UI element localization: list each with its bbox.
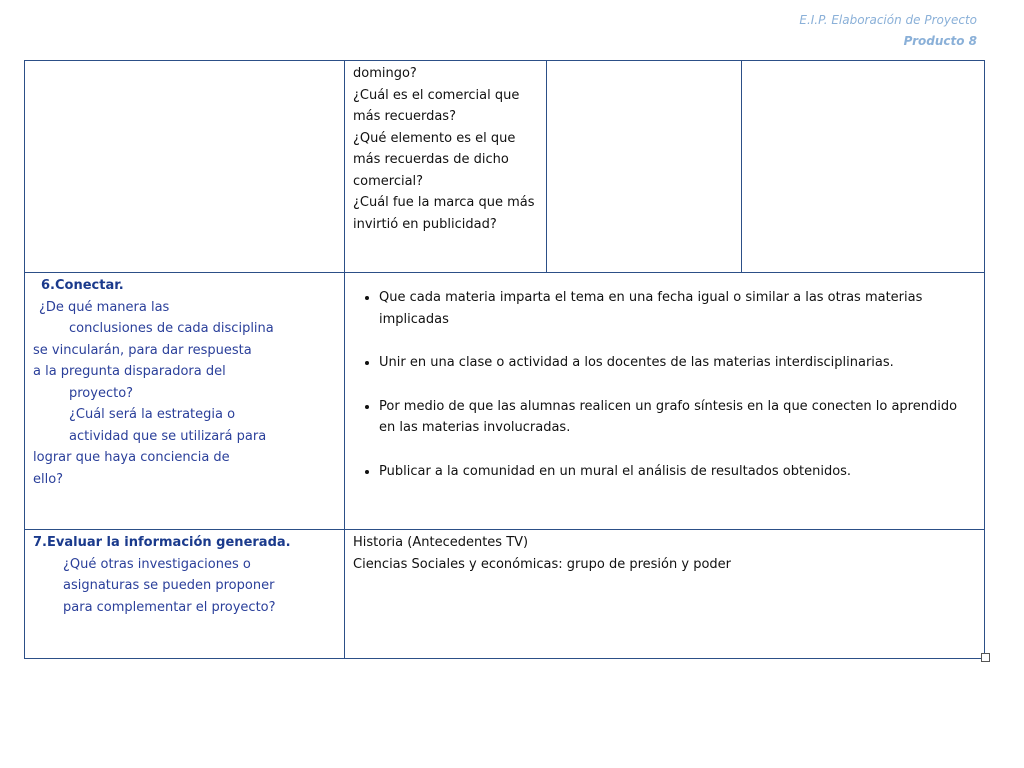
step-question-line: ¿De qué manera las: [39, 299, 170, 315]
step-question-line: ello?: [33, 471, 64, 487]
strategy-list: [353, 287, 976, 482]
table-row: [25, 530, 985, 659]
step-question-line: proyecto?: [69, 385, 134, 401]
header-product-label: Producto 8: [903, 34, 977, 48]
table-cell-empty: [547, 61, 742, 273]
step-title: 6.Conectar.: [41, 278, 124, 293]
step-label-cell: [25, 530, 345, 659]
table-row: [25, 61, 985, 273]
step-question-line: actividad que se utilizará para: [69, 428, 267, 444]
step-title: 7.Evaluar la información generada.: [33, 535, 291, 550]
question-text: ¿Cuál es el comercial que más recuerdas?: [353, 87, 520, 124]
step-answer-cell: [345, 273, 985, 530]
list-item: • Por medio de que las alumnas realicen un grafo síntesis en la que conecten lo aprendido en las materias involucradas.: [379, 396, 976, 439]
step-question-line: ¿Cuál será la estrategia o: [69, 407, 236, 422]
question-text: ¿Cuál fue la marca que más invirtió en publicidad?: [353, 195, 535, 232]
page-header: [799, 10, 977, 52]
step-question-line: conclusiones de cada disciplina: [69, 321, 274, 336]
header-project-title: E.I.P. Elaboración de Proyecto: [799, 13, 977, 27]
list-item: • Unir en una clase o actividad a los docentes de las materias interdisciplinarias.: [379, 352, 976, 374]
step-question-line: a la pregunta disparadora del: [33, 364, 226, 379]
question-text: domingo?: [353, 66, 417, 81]
step-answer-cell: [345, 530, 985, 659]
list-item: • Publicar a la comunidad en un mural el análisis de resultados obtenidos.: [379, 461, 976, 483]
project-table: [24, 60, 985, 659]
answer-line: Historia (Antecedentes TV): [353, 535, 529, 550]
table-cell-questions: [345, 61, 547, 273]
table-row: [25, 273, 985, 530]
table-cell-empty: [742, 61, 985, 273]
question-text: ¿Qué elemento es el que más recuerdas de dicho comercial?: [353, 130, 516, 189]
answer-line: Ciencias Sociales y económicas: grupo de presión y poder: [353, 556, 731, 572]
step-label-cell: [25, 273, 345, 530]
step-question-line: asignaturas se pueden proponer: [63, 578, 275, 593]
list-item: • Que cada materia imparta el tema en una fecha igual o similar a las otras materias implicadas: [379, 287, 976, 330]
step-question-line: lograr que haya conciencia de: [33, 450, 230, 465]
step-question-line: para complementar el proyecto?: [63, 599, 276, 615]
step-question-line: se vincularán, para dar respuesta: [33, 342, 252, 358]
table-resize-handle[interactable]: [981, 653, 990, 662]
step-question-line: ¿Qué otras investigaciones o: [63, 556, 251, 572]
table-cell-empty: [25, 61, 345, 273]
